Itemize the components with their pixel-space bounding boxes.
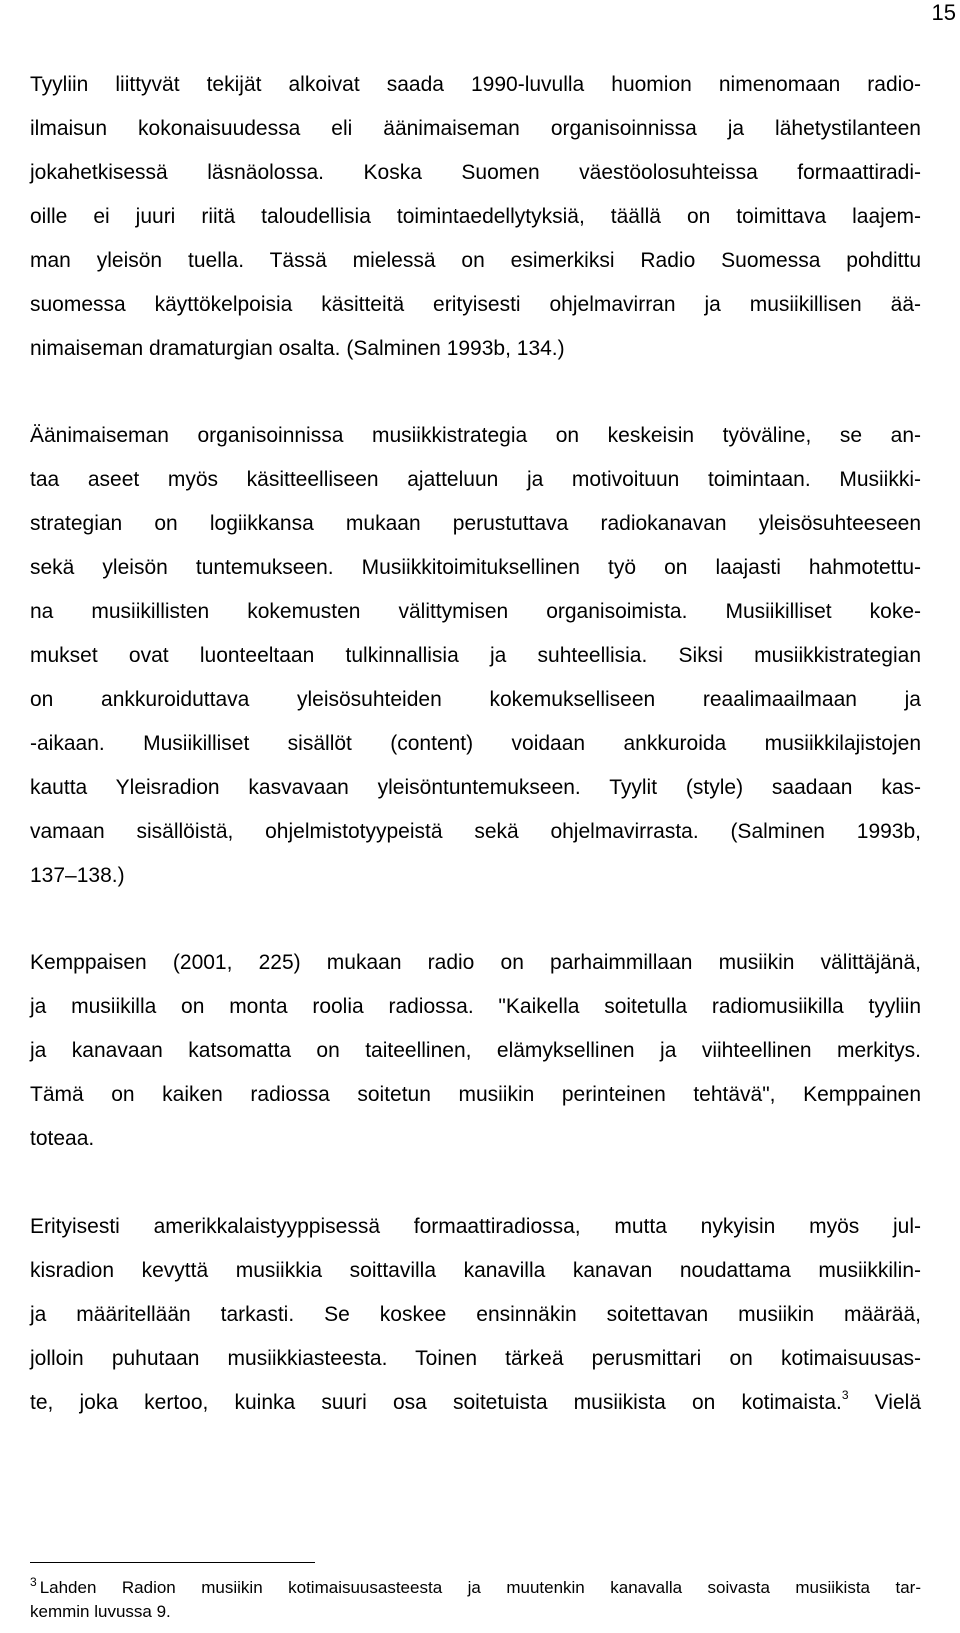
text-line: na musiikillisten kokemusten välittymisen organisoimista. Musiikilliset koke-	[30, 600, 921, 623]
footnote-separator	[30, 1562, 315, 1563]
text-line: ja määritellään tarkasti. Se koskee ensinnäkin soitettavan musiikin määrää,	[30, 1303, 921, 1326]
page-number: 15	[931, 0, 956, 25]
text-line: toteaa.	[30, 1127, 95, 1150]
footnote-marker: 3	[30, 1575, 37, 1590]
text-line: vamaan sisällöistä, ohjelmistotyypeistä sekä ohjelmavirrasta. (Salminen 1993b,	[30, 820, 921, 843]
text-segment: Vielä	[848, 1391, 922, 1414]
text-line: ilmaisun kokonaisuudessa eli äänimaiseman organisoinnissa ja lähetystilanteen	[30, 117, 921, 140]
text-line: Kemppaisen (2001, 225) mukaan radio on parhaimmillaan musiikin välittäjänä,	[30, 951, 921, 974]
text-line: jokahetkisessä läsnäolossa. Koska Suomen väestöolosuhteissa formaattiradi-	[30, 161, 921, 184]
text-line: -aikaan. Musiikilliset sisällöt (content) voidaan ankkuroida musiikkilajistojen	[30, 732, 921, 755]
text-line: Äänimaiseman organisoinnissa musiikkistrategia on keskeisin työväline, se an-	[30, 424, 921, 447]
footnote-text: Lahden Radion musiikin kotimaisuusasteesta ja muutenkin kanavalla soivasta musiikista tar-	[39, 1578, 921, 1597]
text-line-with-footnote-ref	[30, 1390, 921, 1416]
text-line: kautta Yleisradion kasvavaan yleisöntuntemukseen. Tyylit (style) saadaan kas-	[30, 776, 921, 799]
text-segment: te, joka kertoo, kuinka suuri osa soitetuista musiikista on kotimaista.	[30, 1391, 842, 1414]
text-line: Tyyliin liittyvät tekijät alkoivat saada 1990-luvulla huomion nimenomaan radio-	[30, 73, 921, 96]
text-line: suomessa käyttökelpoisia käsitteitä erityisesti ohjelmavirran ja musiikillisen ää-	[30, 293, 921, 316]
text-line: jolloin puhutaan musiikkiasteesta. Toinen tärkeä perusmittari on kotimaisuusas-	[30, 1347, 921, 1370]
text-line: taa aseet myös käsitteelliseen ajatteluun ja motivoituun toimintaan. Musiikki-	[30, 468, 921, 491]
text-line: strategian on logiikkansa mukaan perustuttava radiokanavan yleisösuhteeseen	[30, 512, 921, 535]
text-line: ja kanavaan katsomatta on taiteellinen, elämyksellinen ja viihteellinen merkitys.	[30, 1039, 921, 1062]
text-line: ja musiikilla on monta roolia radiossa. "Kaikella soitetulla radiomusiikilla tyyliin	[30, 995, 921, 1018]
text-line: oille ei juuri riitä taloudellisia toimintaedellytyksiä, täällä on toimittava laajem-	[30, 205, 921, 228]
text-line: 137–138.)	[30, 864, 125, 887]
text-line: kisradion kevyttä musiikkia soittavilla kanavilla kanavan noudattama musiikkilin-	[30, 1259, 921, 1282]
text-line: on ankkuroiduttava yleisösuhteiden kokemukselliseen reaalimaailmaan ja	[30, 688, 921, 711]
text-line: sekä yleisön tuntemukseen. Musiikkitoimituksellinen työ on laajasti hahmotettu-	[30, 556, 921, 579]
text-line: Tämä on kaiken radiossa soitetun musiikin perinteinen tehtävä", Kemppainen	[30, 1083, 921, 1106]
text-line: man yleisön tuella. Tässä mielessä on esimerkiksi Radio Suomessa pohdittu	[30, 249, 921, 272]
text-line: Erityisesti amerikkalaistyyppisessä formaattiradiossa, mutta nykyisin myös jul-	[30, 1215, 921, 1238]
footnote-line: kemmin luvussa 9.	[30, 1602, 171, 1621]
text-line: mukset ovat luonteeltaan tulkinnallisia ja suhteellisia. Siksi musiikkistrategian	[30, 644, 921, 667]
text-line: nimaiseman dramaturgian osalta. (Salminen 1993b, 134.)	[30, 337, 565, 360]
footnote-line	[30, 1575, 921, 1598]
footnote-reference[interactable]: 3	[841, 1388, 849, 1402]
